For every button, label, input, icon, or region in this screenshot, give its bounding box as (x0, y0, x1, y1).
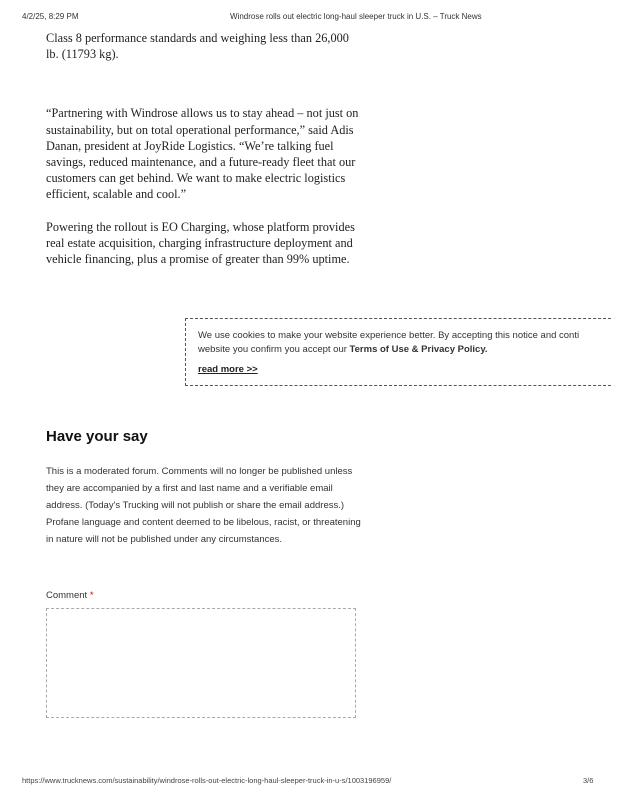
comments-heading: Have your say (46, 428, 148, 445)
moderation-notice: This is a moderated forum. Comments will no longer be published unless they are accompanied by a first and last name and a verifiable email address. (Today's Trucking will not publish or share the email address.) Profane language and content deemed to be libelous, racist, or threatening in nature will not be published under any circumstances. (46, 466, 361, 545)
print-datetime: 4/2/25, 8:29 PM (22, 12, 79, 21)
comment-label-text: Comment (46, 590, 88, 601)
terms-link[interactable]: Terms of Use & Privacy Policy. (349, 344, 488, 355)
article-paragraph: Powering the rollout is EO Charging, whose platform provides real estate acquisition, charging infrastructure deployment and vehicle financing, plus a promise of greater than 99% uptime. (46, 219, 355, 267)
article-body (46, 30, 361, 267)
cookie-text: We use cookies to make your website experience better. By accepting this notice and conti (198, 330, 580, 341)
read-more-link[interactable]: read more >> (198, 364, 258, 375)
print-page-title: Windrose rolls out electric long-haul sleeper truck in U.S. – Truck News (230, 12, 482, 21)
required-mark: * (89, 590, 94, 601)
comment-input[interactable] (46, 608, 356, 718)
comment-label (46, 590, 94, 601)
article-quote: “Partnering with Windrose allows us to stay ahead – not just on sustainability, but on total operational performance,” said Adis Danan, president at JoyRide Logistics. “We’re talking fuel savings, reduced maintenance, and a future-ready fleet that our customers can get behind. We want to make electric logistics efficient, scalable and cool.” (46, 106, 359, 202)
cookie-text-2-span: website you confirm you accept our (198, 344, 350, 355)
cookie-banner (185, 318, 611, 386)
print-url: https://www.trucknews.com/sustainability/windrose-rolls-out-electric-long-haul-sleeper-truck-in-u-s/1003196959/ (22, 776, 392, 785)
cookie-text-2 (198, 343, 603, 357)
page-number: 3/6 (583, 776, 594, 785)
article-paragraph: Class 8 performance standards and weighing less than 26,000 lb. (11793 kg). (46, 31, 349, 62)
